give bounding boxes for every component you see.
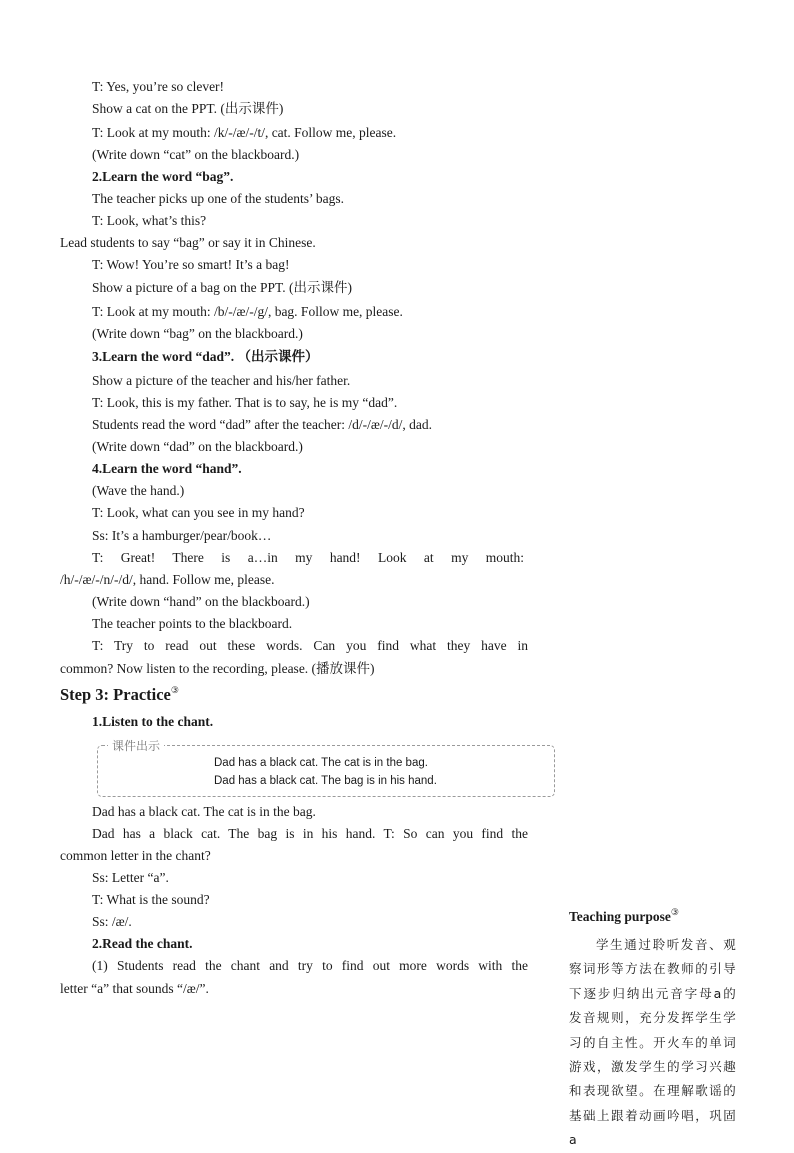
- courseware-box-label: 课件出示: [108, 737, 164, 754]
- text-line: T: Try to read out these words. Can you find what they have in: [92, 638, 528, 653]
- section-heading-listen: 1.Listen to the chant.: [92, 714, 214, 729]
- text-line: letter “a” that sounds “/æ/”.: [60, 981, 209, 996]
- section-heading-hand: 4.Learn the word “hand”.: [92, 461, 242, 476]
- text-line: Lead students to say “bag” or say it in Chinese.: [60, 235, 316, 250]
- text-line: (Write down “dad” on the blackboard.): [92, 439, 303, 454]
- text-line: Ss: It’s a hamburger/pear/book…: [92, 528, 272, 543]
- text-line: T: Great! There is a…in my hand! Look at my mouth:: [92, 550, 524, 565]
- text-line: (Write down “hand” on the blackboard.): [92, 594, 310, 609]
- chant-line: Dad has a black cat. The bag is in his hand.: [214, 775, 437, 787]
- text-line: (Write down “bag” on the blackboard.): [92, 326, 303, 341]
- step-title: [60, 685, 179, 705]
- note-marker: ③: [670, 907, 679, 917]
- text-line: Dad has a black cat. The cat is in the bag.: [92, 804, 316, 819]
- teaching-purpose-title: [569, 907, 679, 925]
- teaching-purpose-title-text: Teaching purpose: [569, 909, 671, 924]
- text-line: Ss: Letter “a”.: [92, 870, 169, 885]
- text-line: T: Yes, you’re so clever!: [92, 79, 225, 94]
- text-line: T: Wow! You’re so smart! It’s a bag!: [92, 257, 290, 272]
- text-line: (Wave the hand.): [92, 483, 185, 498]
- text-line: (Write down “cat” on the blackboard.): [92, 147, 300, 162]
- text-line: T: Look, what can you see in my hand?: [92, 505, 305, 520]
- text-line: The teacher picks up one of the students’ bags.: [92, 191, 345, 206]
- text-line: T: Look, what’s this?: [92, 213, 207, 228]
- text-line: Show a picture of the teacher and his/her father.: [92, 373, 351, 388]
- text-line: common? Now listen to the recording, please. (播放课件): [60, 661, 375, 676]
- text-line: T: Look at my mouth: /k/-/æ/-/t/, cat. Follow me, please.: [92, 125, 397, 140]
- text-line: T: What is the sound?: [92, 892, 210, 907]
- text-line: T: Look at my mouth: /b/-/æ/-/g/, bag. Follow me, please.: [92, 304, 403, 319]
- text-line: Dad has a black cat. The bag is in his hand. T: So can you find the: [92, 826, 528, 841]
- courseware-box: [97, 745, 555, 797]
- text-line: common letter in the chant?: [60, 848, 211, 863]
- section-heading-bag: 2.Learn the word “bag”.: [92, 169, 234, 184]
- section-heading-read: 2.Read the chant.: [92, 936, 193, 951]
- text-line: Ss: /æ/.: [92, 914, 132, 929]
- text-line: Show a picture of a bag on the PPT. (出示课件): [92, 280, 352, 295]
- text-line: Students read the word “dad” after the teacher: /d/-/æ/-/d/, dad.: [92, 417, 432, 432]
- step-title-text: Step 3: Practice: [60, 685, 171, 704]
- text-line: Show a cat on the PPT. (出示课件): [92, 101, 284, 116]
- teaching-purpose-body: 学生通过聆听发音、观察词形等方法在教师的引导下逐步归纳出元音字母a的发音规则，充分发挥学生学习的自主性。开火车的单词游戏，激发学生的学习兴趣和表现欲望。在理解歌谣的基础上跟着动画吟唱，巩固a: [569, 937, 737, 1148]
- text-line: T: Look, this is my father. That is to say, he is my “dad”.: [92, 395, 398, 410]
- text-line: /h/-/æ/-/n/-/d/, hand. Follow me, please.: [60, 572, 275, 587]
- text-line: The teacher points to the blackboard.: [92, 616, 293, 631]
- section-heading-dad: 3.Learn the word “dad”. （出示课件）: [92, 349, 319, 364]
- chant-line: Dad has a black cat. The cat is in the bag.: [214, 757, 428, 769]
- text-line: (1) Students read the chant and try to find out more words with the: [92, 958, 528, 973]
- note-marker: ③: [170, 685, 179, 695]
